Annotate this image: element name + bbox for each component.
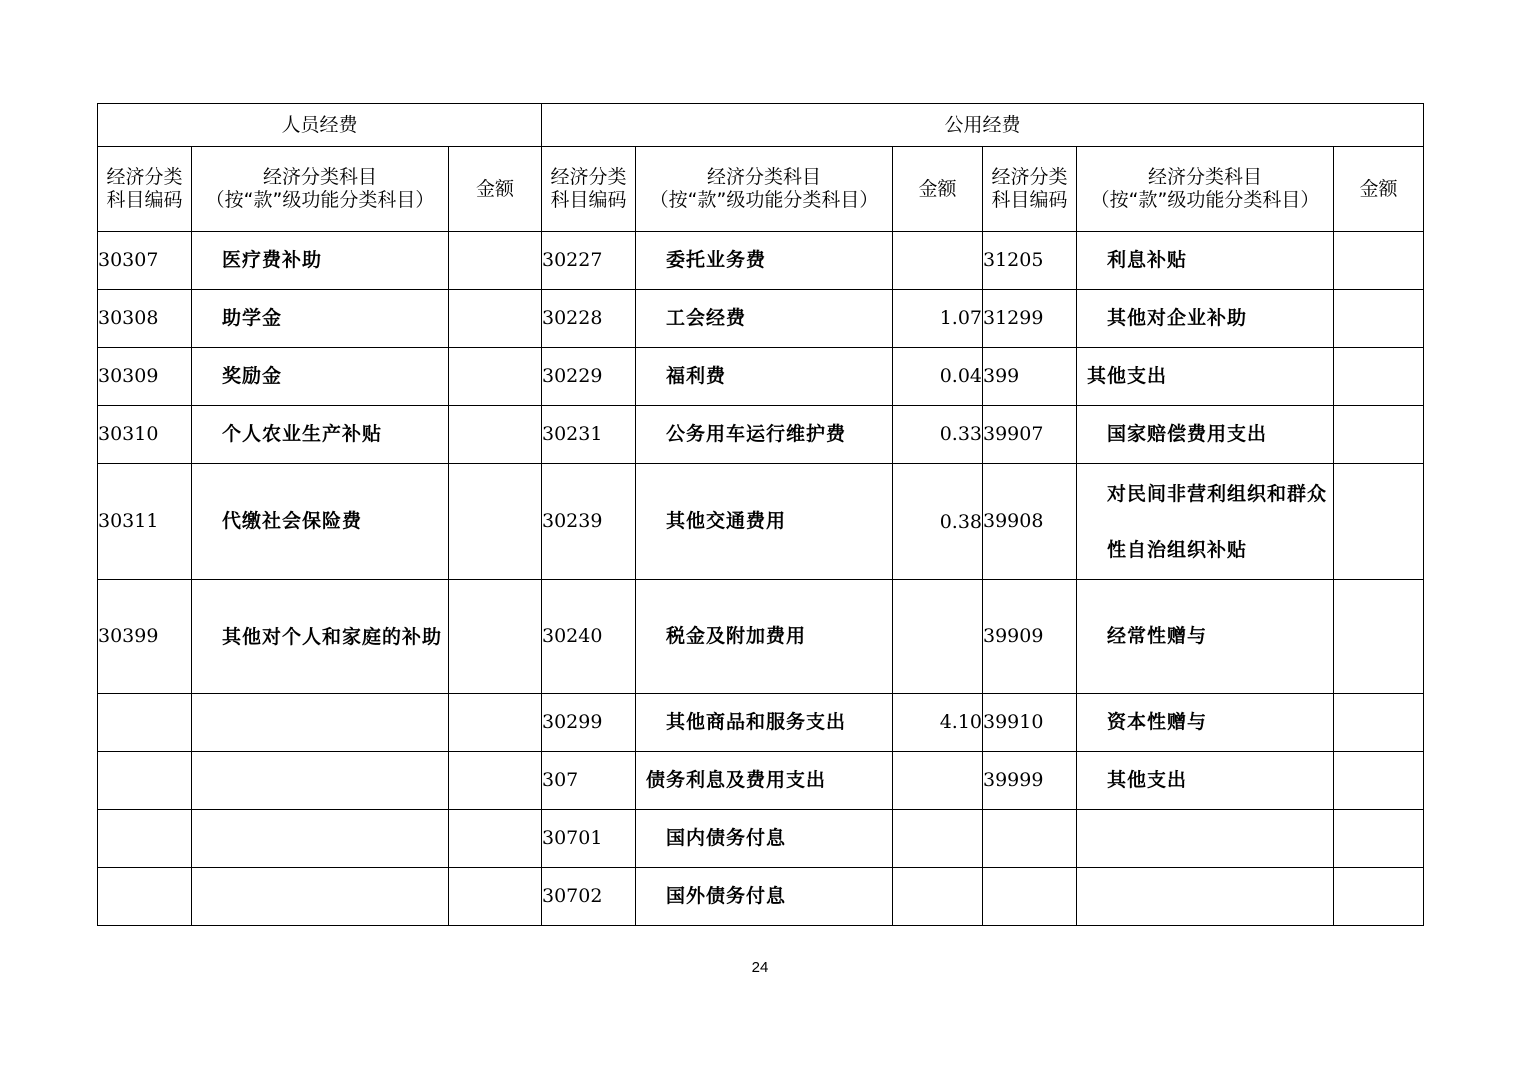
code-cell: 31205 <box>983 232 1077 290</box>
name-cell: 其他商品和服务支出 <box>636 694 893 752</box>
name-cell: 公务用车运行维护费 <box>636 406 893 464</box>
name-header: 经济分类科目 （按“款”级功能分类科目） <box>192 147 449 232</box>
table-row <box>98 464 1424 580</box>
name-cell: 医疗费补助 <box>192 232 449 290</box>
amount-cell <box>449 232 542 290</box>
amount-cell: 4.10 <box>893 694 983 752</box>
table-row <box>98 868 1424 926</box>
code-cell: 30240 <box>542 580 636 694</box>
table-row <box>98 406 1424 464</box>
amount-cell <box>1334 868 1424 926</box>
amount-cell <box>449 290 542 348</box>
amount-cell <box>1334 694 1424 752</box>
table-row <box>98 580 1424 694</box>
code-cell <box>98 752 192 810</box>
code-cell <box>98 868 192 926</box>
code-cell: 30311 <box>98 464 192 580</box>
amount-cell: 0.04 <box>893 348 983 406</box>
code-cell: 39908 <box>983 464 1077 580</box>
code-header: 经济分类 科目编码 <box>98 147 192 232</box>
code-cell: 30310 <box>98 406 192 464</box>
name-header: 经济分类科目 （按“款”级功能分类科目） <box>636 147 893 232</box>
amount-cell <box>449 348 542 406</box>
name-cell <box>192 752 449 810</box>
amount-cell <box>893 232 983 290</box>
amount-cell <box>449 694 542 752</box>
name-cell: 其他对企业补助 <box>1077 290 1334 348</box>
name-cell: 利息补贴 <box>1077 232 1334 290</box>
code-cell: 30307 <box>98 232 192 290</box>
name-cell: 个人农业生产补贴 <box>192 406 449 464</box>
amount-cell <box>449 868 542 926</box>
personnel-header: 人员经费 <box>98 104 542 147</box>
code-cell: 30399 <box>98 580 192 694</box>
code-cell: 39910 <box>983 694 1077 752</box>
page-number: 24 <box>751 959 769 976</box>
amount-cell <box>893 580 983 694</box>
code-cell: 30227 <box>542 232 636 290</box>
table-row <box>98 232 1424 290</box>
code-cell: 31299 <box>983 290 1077 348</box>
public-header: 公用经费 <box>542 104 1424 147</box>
amount-cell <box>1334 406 1424 464</box>
budget-table <box>97 103 1424 926</box>
amount-cell: 0.33 <box>893 406 983 464</box>
amount-header: 金额 <box>893 147 983 232</box>
group-header-row <box>98 104 1424 147</box>
code-cell: 30309 <box>98 348 192 406</box>
amount-cell: 0.38 <box>893 464 983 580</box>
code-cell: 30308 <box>98 290 192 348</box>
name-cell <box>192 694 449 752</box>
name-cell: 其他对个人和家庭的补助 <box>192 580 449 694</box>
name-cell: 国家赔偿费用支出 <box>1077 406 1334 464</box>
name-cell: 其他支出 <box>1077 348 1334 406</box>
code-cell: 39907 <box>983 406 1077 464</box>
amount-cell <box>1334 752 1424 810</box>
amount-cell <box>893 752 983 810</box>
table-row <box>98 752 1424 810</box>
name-cell <box>192 868 449 926</box>
code-cell: 307 <box>542 752 636 810</box>
code-cell: 39909 <box>983 580 1077 694</box>
name-cell: 福利费 <box>636 348 893 406</box>
name-cell: 经常性赠与 <box>1077 580 1334 694</box>
code-cell: 30299 <box>542 694 636 752</box>
amount-cell <box>1334 464 1424 580</box>
code-cell: 30701 <box>542 810 636 868</box>
amount-header: 金额 <box>1334 147 1424 232</box>
amount-cell <box>893 810 983 868</box>
amount-cell <box>1334 580 1424 694</box>
name-cell: 国内债务付息 <box>636 810 893 868</box>
amount-cell: 1.07 <box>893 290 983 348</box>
amount-cell <box>449 810 542 868</box>
name-cell: 其他支出 <box>1077 752 1334 810</box>
amount-cell <box>1334 348 1424 406</box>
table-row <box>98 694 1424 752</box>
name-cell: 对民间非营利组织和群众性自治组织补贴 <box>1077 464 1334 580</box>
amount-cell <box>893 868 983 926</box>
name-cell: 债务利息及费用支出 <box>636 752 893 810</box>
amount-cell <box>449 406 542 464</box>
code-cell: 30228 <box>542 290 636 348</box>
amount-cell <box>449 752 542 810</box>
name-cell <box>1077 868 1334 926</box>
amount-cell <box>449 464 542 580</box>
code-cell: 30702 <box>542 868 636 926</box>
column-header-row <box>98 147 1424 232</box>
code-header: 经济分类 科目编码 <box>542 147 636 232</box>
code-cell <box>983 810 1077 868</box>
table-row <box>98 810 1424 868</box>
code-cell: 30229 <box>542 348 636 406</box>
code-cell: 30231 <box>542 406 636 464</box>
name-cell: 奖励金 <box>192 348 449 406</box>
name-cell: 税金及附加费用 <box>636 580 893 694</box>
code-cell: 30239 <box>542 464 636 580</box>
name-cell: 资本性赠与 <box>1077 694 1334 752</box>
name-cell: 委托业务费 <box>636 232 893 290</box>
code-cell <box>98 810 192 868</box>
amount-cell <box>1334 290 1424 348</box>
amount-cell <box>1334 810 1424 868</box>
amount-cell <box>1334 232 1424 290</box>
code-header: 经济分类 科目编码 <box>983 147 1077 232</box>
table-row <box>98 348 1424 406</box>
name-header: 经济分类科目 （按“款”级功能分类科目） <box>1077 147 1334 232</box>
table-row <box>98 290 1424 348</box>
name-cell: 助学金 <box>192 290 449 348</box>
name-cell <box>192 810 449 868</box>
name-cell: 国外债务付息 <box>636 868 893 926</box>
name-cell <box>1077 810 1334 868</box>
amount-cell <box>449 580 542 694</box>
code-cell <box>98 694 192 752</box>
name-cell: 代缴社会保险费 <box>192 464 449 580</box>
name-cell: 其他交通费用 <box>636 464 893 580</box>
code-cell <box>983 868 1077 926</box>
code-cell: 39999 <box>983 752 1077 810</box>
name-cell: 工会经费 <box>636 290 893 348</box>
amount-header: 金额 <box>449 147 542 232</box>
code-cell: 399 <box>983 348 1077 406</box>
